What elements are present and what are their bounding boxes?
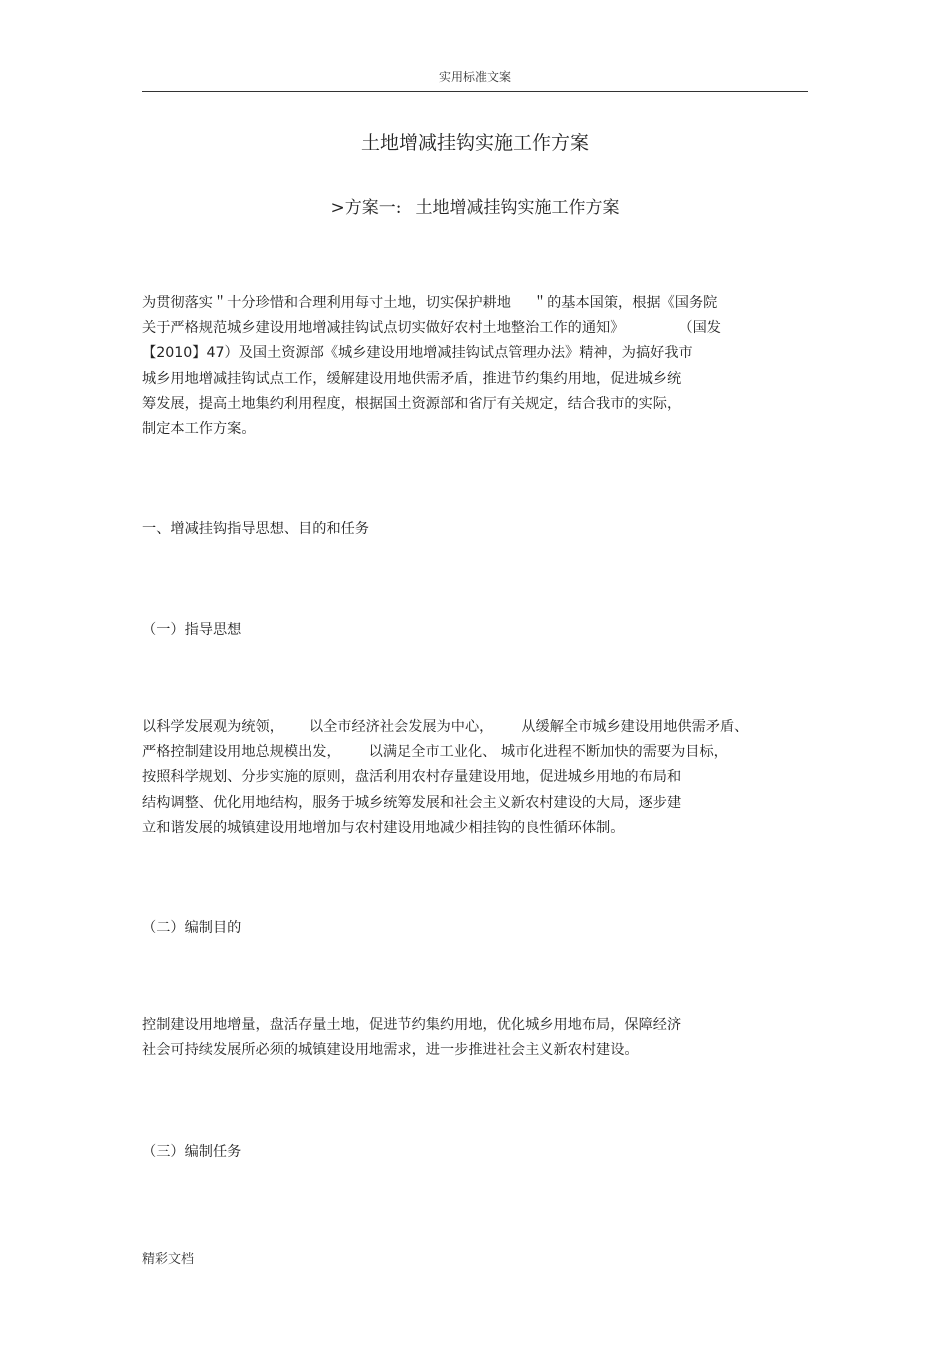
subsection-heading-purpose: （二）编制目的 [142,920,242,936]
guiding-paragraph [142,715,808,841]
purpose-line: 社会可持续发展所必须的城镇建设用地需求，进一步推进社会主义新农村建设。 [142,1042,639,1059]
page-footer: 精彩文档 [142,1252,195,1267]
guiding-line: 结构调整、优化用地结构，服务于城乡统筹发展和社会主义新农村建设的大局，逐步建 [142,794,682,811]
subtitle-text: 土地增减挂钩实施工作方案 [415,198,620,218]
intro-line: 筹发展，提高土地集约利用程度，根据国土资源部和省厅有关规定，结合我市的实际， [142,395,682,412]
subsection-heading-guiding: （一）指导思想 [142,622,242,638]
subtitle-prefix: >方案一: [330,198,402,218]
intro-line: 制定本工作方案。 [142,421,256,438]
document-title: 土地增减挂钩实施工作方案 [360,132,589,154]
subsection-heading-tasks: （三）编制任务 [142,1144,242,1160]
header-divider [142,91,808,92]
guiding-line: 按照科学规划、分步实施的原则，盘活利用农村存量建设用地，促进城乡用地的布局和 [142,769,682,786]
page-header: 实用标准文案 [438,70,511,84]
guiding-line: 立和谐发展的城镇建设用地增加与农村建设用地减少相挂钩的良性循环体制。 [142,819,625,836]
guiding-line: 严格控制建设用地总规模出发， 以满足全市工业化、 城市化进程不断加快的需要为目标， [142,744,728,761]
intro-line: 为贯彻落实＂十分珍惜和合理利用每寸土地，切实保护耕地 ＂的基本国策，根据《国务院 [142,295,718,311]
purpose-line: 控制建设用地增量，盘活存量土地，促进节约集约用地，优化城乡用地布局，保障经济 [142,1017,682,1033]
document-subtitle [0,193,950,218]
intro-line: 城乡用地增减挂钩试点工作，缓解建设用地供需矛盾，推进节约集约用地，促进城乡统 [142,370,682,387]
intro-line: 【2010】47）及国土资源部《城乡建设用地增减挂钩试点管理办法》精神，为搞好我市 [142,345,693,362]
intro-line: 关于严格规范城乡建设用地增减挂钩试点切实做好农村土地整治工作的通知》 （国发 [142,320,721,337]
guiding-line: 以科学发展观为统领， 以全市经济社会发展为中心， 从缓解全市城乡建设用地供需矛盾、 [142,719,749,735]
intro-paragraph [142,291,808,442]
section-heading: 一、增减挂钩指导思想、目的和任务 [142,521,370,537]
purpose-paragraph [142,1013,808,1063]
